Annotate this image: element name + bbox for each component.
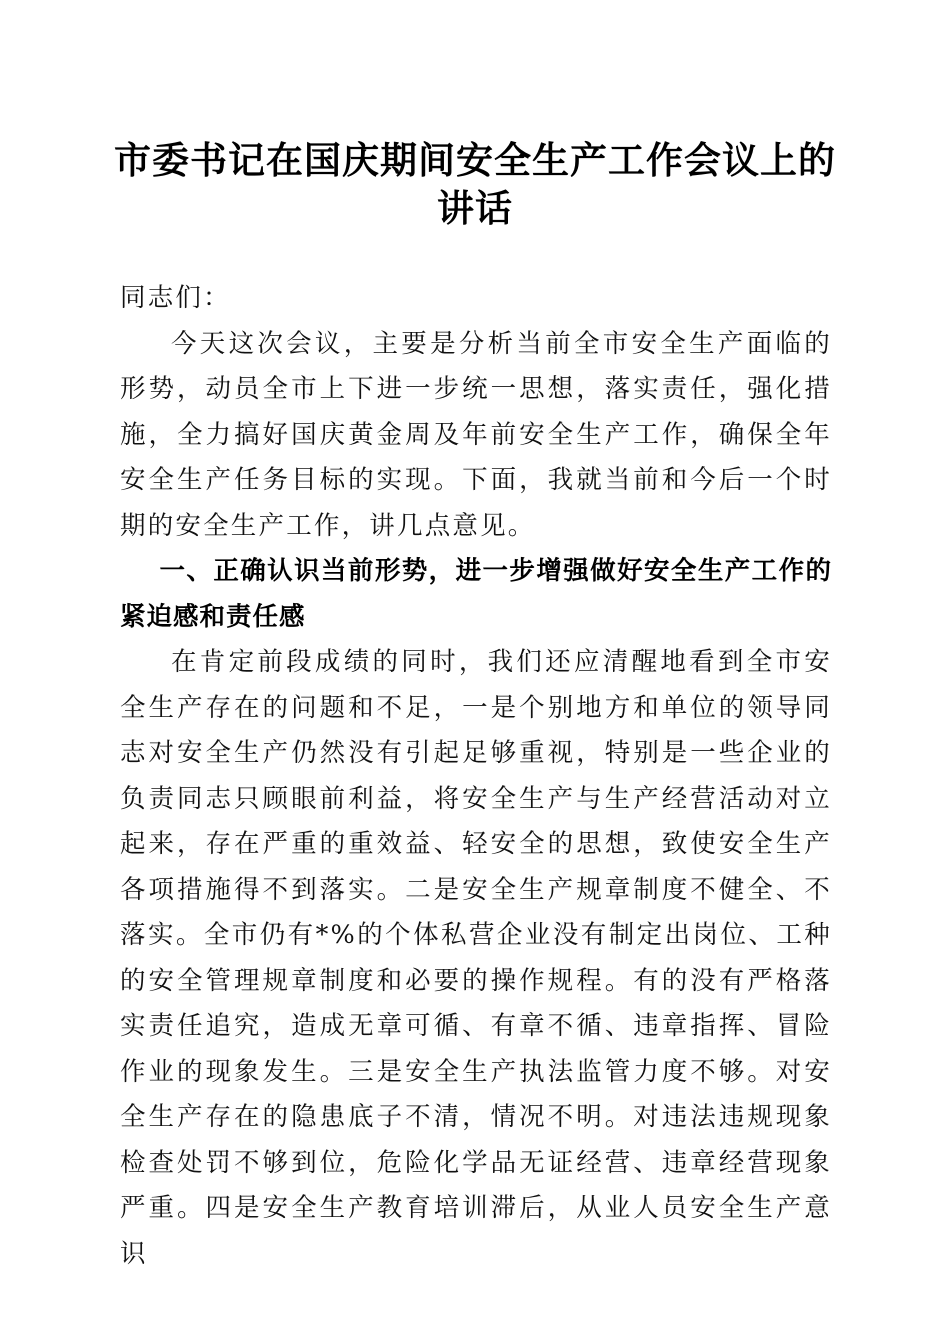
paragraph-intro: 今天这次会议，主要是分析当前全市安全生产面临的形势，动员全市上下进一步统一思想，落实责任，强化措施，全力搞好国庆黄金周及年前安全生产工作，确保全年安全生产任务目标的实现。下面，我就当前和今后一个时期的安全生产工作，讲几点意见。 bbox=[120, 328, 832, 541]
document-body bbox=[120, 276, 832, 1277]
document-title: 市委书记在国庆期间安全生产工作会议上的讲话 bbox=[114, 138, 836, 230]
salutation: 同志们： bbox=[120, 283, 231, 313]
section-heading-1: 一、正确认识当前形势，进一步增强做好安全生产工作的紧迫感和责任感 bbox=[120, 556, 832, 632]
paragraph-problems: 在肯定前段成绩的同时，我们还应清醒地看到全市安全生产存在的问题和不足，一是个别地方和单位的领导同志对安全生产仍然没有引起足够重视，特别是一些企业的负责同志只顾眼前利益，将安全生产与生产经营活动对立起来，存在严重的重效益、轻安全的思想，致使安全生产各项措施得不到落实。二是安全生产规章制度不健全、不落实。全市仍有*%的个体私营企业没有制定出岗位、工种的安全管理规章制度和必要的操作规程。有的没有严格落实责任追究，造成无章可循、有章不循、违章指挥、冒险作业的现象发生。三是安全生产执法监管力度不够。对安全生产存在的隐患底子不清，情况不明。对违法违规现象检查处罚不够到位，危险化学品无证经营、违章经营现象严重。四是安全生产教育培训滞后，从业人员安全生产意识 bbox=[120, 647, 832, 1269]
